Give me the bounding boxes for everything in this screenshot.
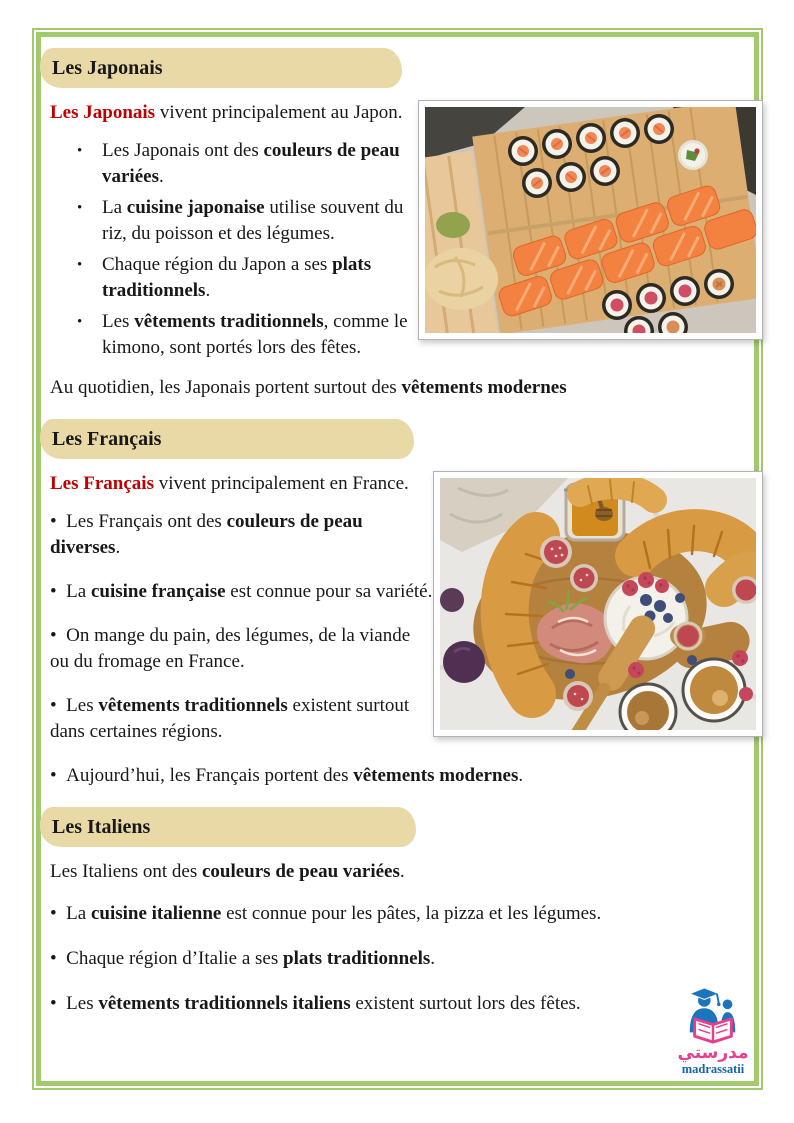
list-item: • Aujourd’hui, les Français portent des vêtements modernes. [50, 763, 763, 789]
list-item: • Chaque région d’Italie a ses plats traditionnels. [50, 946, 763, 972]
japonais-outro: Au quotidien, les Japonais portent surtout des vêtements modernes [50, 377, 567, 398]
list-item: • Les Japonais ont des couleurs de peau variées. [50, 138, 763, 190]
italiens-intro: Les Italiens ont des couleurs de peau variées. [50, 861, 405, 882]
section-francais [50, 419, 763, 789]
list-item: • La cuisine française est connue pour sa variété. [50, 579, 763, 605]
logo-latin-text: madrassatii [681, 1062, 745, 1076]
breakfast-photo-illustration [440, 478, 756, 730]
list-item: • Les Français ont des couleurs de peau diverses. [50, 509, 763, 561]
french-breakfast-photo [433, 471, 763, 737]
list-item: • La cuisine japonaise utilise souvent du riz, du poisson et des légumes. [50, 195, 763, 247]
japonais-intro: Les Japonais vivent principalement au Japon. [50, 102, 403, 123]
list-item: • On mange du pain, des légumes, de la viande ou du fromage en France. [50, 623, 763, 675]
italiens-list [50, 901, 763, 1017]
page-content [50, 46, 763, 1035]
heading-francais: Les Français [40, 419, 414, 459]
section-japonais [50, 48, 763, 401]
heading-japonais: Les Japonais [40, 48, 402, 88]
heading-italiens: Les Italiens [40, 807, 416, 847]
list-item: • Chaque région du Japon a ses plats traditionnels. [50, 252, 763, 304]
section-italiens [50, 807, 763, 1017]
list-item: • Les vêtements traditionnels, comme le kimono, sont portés lors des fêtes. [50, 309, 763, 361]
madrassatii-logo-icon [682, 984, 744, 1044]
list-item: • Les vêtements traditionnels existent surtout dans certaines régions. [50, 693, 763, 745]
list-item: • Les vêtements traditionnels italiens existent surtout lors des fêtes. [50, 991, 763, 1017]
francais-intro: Les Français vivent principalement en France. [50, 473, 409, 494]
logo-arabic-text: مدرستي [677, 1043, 749, 1063]
madrassatii-logo [664, 984, 762, 1076]
list-item: • La cuisine italienne est connue pour les pâtes, la pizza et les légumes. [50, 901, 763, 927]
